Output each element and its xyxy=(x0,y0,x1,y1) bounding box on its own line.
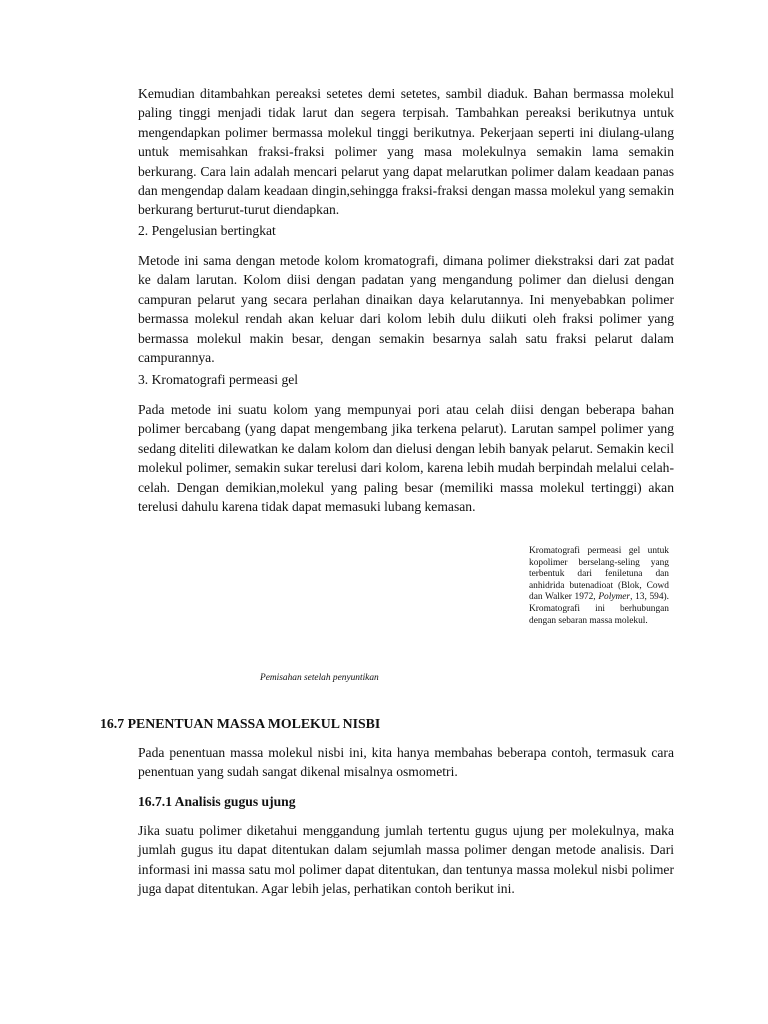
figure-caption-text-2: , 13, 594). Kromatografi ini berhubungan dengan sebaran massa molekul. xyxy=(529,592,670,626)
figure-axis-label: Pemisahan setelah penyuntikan xyxy=(260,673,379,683)
subsection-heading: 16.7.1 Analisis gugus ujung xyxy=(138,794,296,809)
section-intro-paragraph: Pada penentuan massa molekul nisbi ini, kita hanya membahas beberapa contoh, termasuk cara penentuan yang sudah sangat dikenal misalnya osmometri. xyxy=(138,745,674,780)
heading-kromatografi-permeasi-gel: 3. Kromatografi permeasi gel xyxy=(138,372,299,387)
figure-caption-text-1: Kromatografi permeasi gel untuk kopolimer berselang-seling yang terbentuk dari feniletuna dan anhidrida butenadioat (Blok, Cowd dan Walker 1972, xyxy=(529,546,669,603)
figure-caption xyxy=(529,546,669,627)
paragraph-fractionation-precipitation: Kemudian ditambahkan pereaksi setetes demi setetes, sambil diaduk. Bahan bermassa molekul paling tinggi menjadi tidak larut dan segera terpisah. Tambahkan pereaksi berikutnya untuk mengendapkan polimer bermassa molekul tinggi berikutnya. Pekerjaan seperti ini diulang-ulang untuk memisahkan fraksi-fraksi polimer yang masa molekulnya semakin lama semakin berkurang. Cara lain adalah mencari pelarut yang dapat melarutkan polimer dalam keadaan panas dan mengendap dalam keadaan dingin,sehingga fraksi-fraksi dengan massa molekul yang semakin berkurang berturut-turut diendapkan. xyxy=(138,86,674,218)
figure-caption-journal: Polymer xyxy=(598,592,631,603)
heading-pengelusian-bertingkat: 2. Pengelusian bertingkat xyxy=(138,223,276,238)
paragraph-pengelusian: Metode ini sama dengan metode kolom kromatografi, dimana polimer diekstraksi dari zat padat ke dalam larutan. Kolom diisi dengan padatan yang mengandung polimer dan dielusi dengan campuran pelarut yang secara perlahan dinaikan daya kelarutannya. Ini menyebabkan polimer bermassa molekul rendah akan keluar dari kolom lebih dulu diikuti oleh fraksi polimer yang bermassa molekul makin besar, dengan semakin besarnya salah satu fraksi pelarut dalam campurannya. xyxy=(138,253,674,366)
paragraph-kromatografi: Pada metode ini suatu kolom yang mempunyai pori atau celah diisi dengan beberapa bahan polimer bercabang (yang dapat mengembang jika terkena pelarut). Larutan sampel polimer yang sedang diteliti dilewatkan ke dalam kolom dan dielusi dengan lebih banyak pelarut. Semakin kecil molekul polimer, semakin sukar terelusi dari kolom, karena lebih mudah berpindah melalui celah-celah. Dengan demikian,molekul yang paling besar (memiliki massa molekul tertinggi) akan terelusi dahulu karena tidak dapat memasuki lubang kemasan. xyxy=(138,402,674,515)
section-heading: 16.7 PENENTUAN MASSA MOLEKUL NISBI xyxy=(100,716,381,731)
subsection-paragraph: Jika suatu polimer diketahui menggandung jumlah tertentu gugus ujung per molekulnya, maka jumlah gugus itu dapat ditentukan dalam sejumlah massa polimer dengan metode analisis. Dari informasi ini massa satu mol polimer dapat ditentukan, dan tentunya massa molekul nisbi polimer juga dapat ditentukan. Agar lebih jelas, perhatikan contoh berikut ini. xyxy=(138,823,674,897)
